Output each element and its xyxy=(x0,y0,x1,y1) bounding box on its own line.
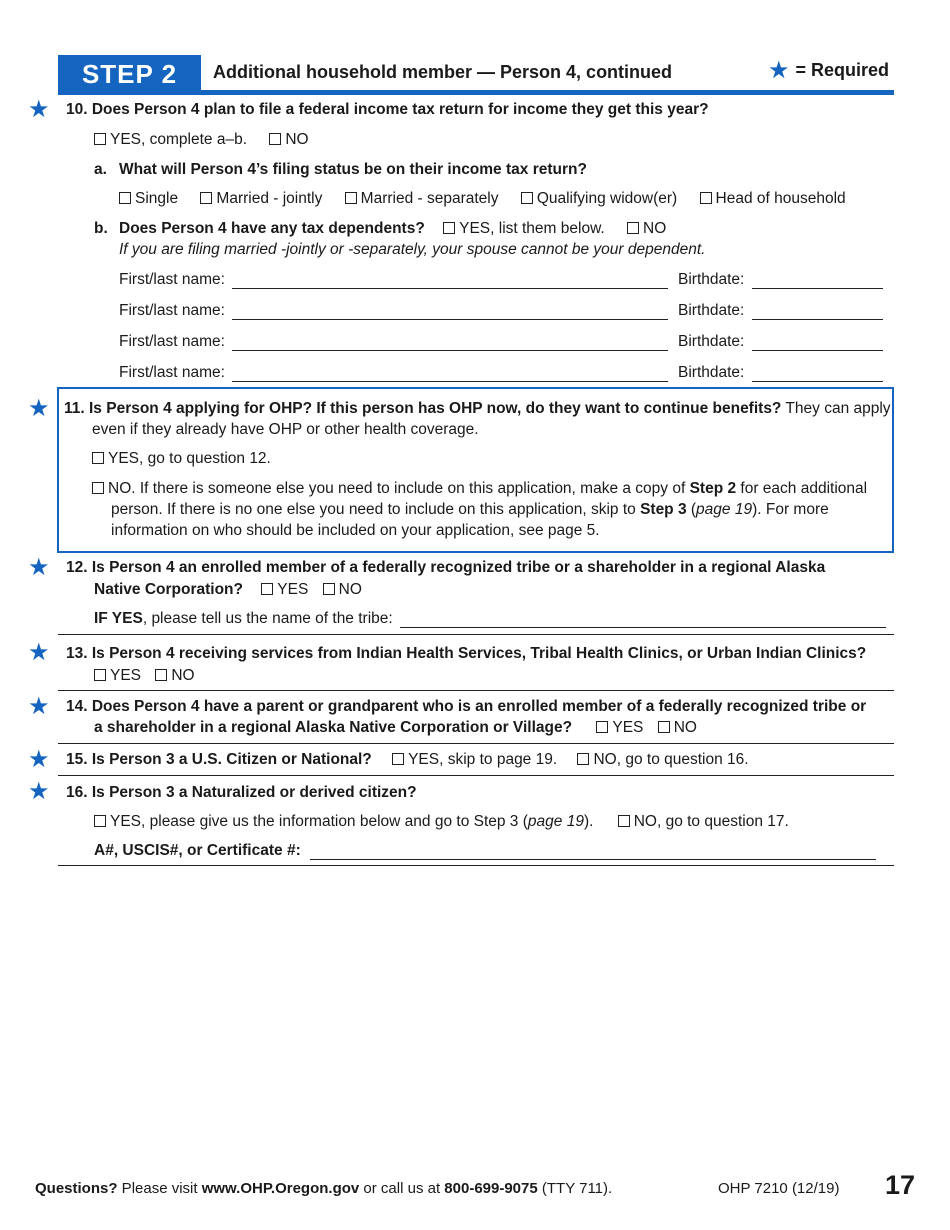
q10b-question: Does Person 4 have any tax dependents? xyxy=(119,220,425,237)
required-star-icon: ★ xyxy=(28,746,50,773)
dependent-birthdate-label: Birthdate: xyxy=(678,302,745,319)
dependent-birthdate-field[interactable] xyxy=(752,350,883,351)
tribe-name-field[interactable] xyxy=(400,627,886,628)
required-star-icon: ★ xyxy=(28,639,50,666)
q13-question: 13. Is Person 4 receiving services from Indian Health Services, Tribal Health Clinics, or Urban Indian Clinics? xyxy=(66,645,867,662)
dependent-name-field[interactable] xyxy=(232,381,668,382)
q10-question: 10. Does Person 4 plan to file a federal income tax return for income they get this year? xyxy=(66,101,709,118)
q14-question-line2: a shareholder in a regional Alaska Native Corporation or Village? YES NO xyxy=(94,719,697,736)
q12-question-line1: 12. Is Person 4 an enrolled member of a federally recognized tribe or a shareholder in a regional Alaska xyxy=(66,559,826,576)
checkbox[interactable] xyxy=(345,192,357,204)
form-code: OHP 7210 (12/19) xyxy=(718,1180,840,1197)
uscis-number-field[interactable] xyxy=(310,859,876,860)
checkbox[interactable] xyxy=(261,583,273,595)
q10-options xyxy=(94,130,309,150)
q16-options xyxy=(94,812,789,832)
dependent-birthdate-field[interactable] xyxy=(752,381,883,382)
phone-number: 800-699-9075 xyxy=(444,1180,538,1197)
checkbox[interactable] xyxy=(94,133,106,145)
section-divider xyxy=(58,690,894,691)
q13-no-option[interactable]: NO xyxy=(155,667,194,684)
checkbox[interactable] xyxy=(627,222,639,234)
section-divider xyxy=(58,865,894,866)
required-star-icon: ★ xyxy=(28,395,50,422)
filing-status-option[interactable]: Married - jointly xyxy=(200,190,322,207)
checkbox[interactable] xyxy=(521,192,533,204)
section-divider xyxy=(58,775,894,776)
q15-no-option[interactable]: NO, go to question 16. xyxy=(577,751,748,768)
section-divider xyxy=(58,634,894,635)
q13-options xyxy=(94,666,195,686)
q11-no-text-line2: person. If there is no one else you need to include on this application, skip to Step 3 (page 19). For more xyxy=(111,501,829,518)
checkbox[interactable] xyxy=(596,721,608,733)
filing-status-option[interactable]: Single xyxy=(119,190,178,207)
header-divider xyxy=(58,90,894,95)
q11-yes-option[interactable]: YES, go to question 12. xyxy=(92,449,271,469)
q10b-yes-option[interactable]: YES, list them below. xyxy=(443,220,605,237)
website-link[interactable]: www.OHP.Oregon.gov xyxy=(201,1180,360,1197)
star-icon: ★ xyxy=(768,57,790,84)
page-number: 17 xyxy=(885,1170,916,1200)
filing-status-option[interactable]: Head of household xyxy=(700,190,846,207)
q16-no-option[interactable]: NO, go to question 17. xyxy=(618,813,789,830)
checkbox[interactable] xyxy=(269,133,281,145)
filing-status-option[interactable]: Married - separately xyxy=(345,190,499,207)
checkbox[interactable] xyxy=(392,753,404,765)
step-tab: STEP 2 xyxy=(58,55,201,93)
dependent-name-label: First/last name: xyxy=(119,302,225,319)
checkbox[interactable] xyxy=(700,192,712,204)
q14-yes-option[interactable]: YES xyxy=(596,719,643,736)
q10a-options xyxy=(119,189,846,209)
q14-question-line1: 14. Does Person 4 have a parent or grandparent who is an enrolled member of a federally recognized tribe or xyxy=(66,698,867,715)
q16-id-label: A#, USCIS#, or Certificate #: xyxy=(94,842,301,859)
q15-question-row xyxy=(66,750,749,770)
q11-question-line1: 11. Is Person 4 applying for OHP? If this person has OHP now, do they want to continue benefits? They can apply xyxy=(64,400,891,417)
q12-no-option[interactable]: NO xyxy=(323,581,362,598)
dependent-name-label: First/last name: xyxy=(119,333,225,350)
q12-question-line2: Native Corporation? YES NO xyxy=(94,581,362,598)
q11-question-line2: even if they already have OHP or other health coverage. xyxy=(92,421,479,438)
required-star-icon: ★ xyxy=(28,554,50,581)
footer-contact: Questions? Please visit www.OHP.Oregon.gov or call us at 800-699-9075 (TTY 711). xyxy=(35,1180,613,1197)
q12-yes-option[interactable]: YES xyxy=(261,581,308,598)
q10a-label: a. xyxy=(94,161,107,178)
q12-tribe-label: IF YES, please tell us the name of the tribe: xyxy=(94,610,393,627)
q10-no-option[interactable]: NO xyxy=(269,131,308,148)
dependent-birthdate-field[interactable] xyxy=(752,288,883,289)
dependent-birthdate-label: Birthdate: xyxy=(678,271,745,288)
q11-no-text-line3: information on who should be included on your application, see page 5. xyxy=(111,522,600,539)
checkbox[interactable] xyxy=(577,753,589,765)
required-star-icon: ★ xyxy=(28,96,50,123)
dependent-name-field[interactable] xyxy=(232,288,668,289)
q11-no-option[interactable]: NO. If there is someone else you need to include on this application, make a copy of Step 2 for each additional xyxy=(92,479,867,499)
q10b-no-option[interactable]: NO xyxy=(627,220,666,237)
checkbox[interactable] xyxy=(200,192,212,204)
checkbox[interactable] xyxy=(323,583,335,595)
q15-question: 15. Is Person 3 a U.S. Citizen or National? xyxy=(66,751,372,768)
dependent-birthdate-label: Birthdate: xyxy=(678,333,745,350)
q10-yes-option[interactable]: YES, complete a–b. xyxy=(94,131,247,148)
checkbox[interactable] xyxy=(94,815,106,827)
q10b-question-row xyxy=(119,219,666,239)
q10b-label: b. xyxy=(94,220,108,237)
dependent-birthdate-field[interactable] xyxy=(752,319,883,320)
q16-yes-option[interactable]: YES, please give us the information below and go to Step 3 (page 19). xyxy=(94,813,593,830)
required-star-icon: ★ xyxy=(28,693,50,720)
section-divider xyxy=(58,743,894,744)
dependent-name-field[interactable] xyxy=(232,350,668,351)
q10b-note: If you are filing married -jointly or -separately, your spouse cannot be your dependent. xyxy=(119,241,706,258)
dependent-birthdate-label: Birthdate: xyxy=(678,364,745,381)
q14-no-option[interactable]: NO xyxy=(658,719,697,736)
checkbox[interactable] xyxy=(443,222,455,234)
dependent-name-label: First/last name: xyxy=(119,364,225,381)
page-title: Additional household member — Person 4, continued xyxy=(213,62,673,82)
filing-status-option[interactable]: Qualifying widow(er) xyxy=(521,190,677,207)
dependent-name-field[interactable] xyxy=(232,319,668,320)
q13-yes-option[interactable]: YES xyxy=(94,667,141,684)
checkbox[interactable] xyxy=(92,482,104,494)
checkbox[interactable] xyxy=(618,815,630,827)
checkbox[interactable] xyxy=(92,452,104,464)
checkbox[interactable] xyxy=(658,721,670,733)
q10a-question: What will Person 4’s filing status be on their income tax return? xyxy=(119,161,587,178)
checkbox[interactable] xyxy=(94,669,106,681)
q15-yes-option[interactable]: YES, skip to page 19. xyxy=(392,751,557,768)
checkbox[interactable] xyxy=(155,669,167,681)
required-star-icon: ★ xyxy=(28,778,50,805)
dependent-name-label: First/last name: xyxy=(119,271,225,288)
required-legend: ★ = Required xyxy=(768,57,890,84)
q16-question: 16. Is Person 3 a Naturalized or derived citizen? xyxy=(66,784,417,801)
checkbox[interactable] xyxy=(119,192,131,204)
